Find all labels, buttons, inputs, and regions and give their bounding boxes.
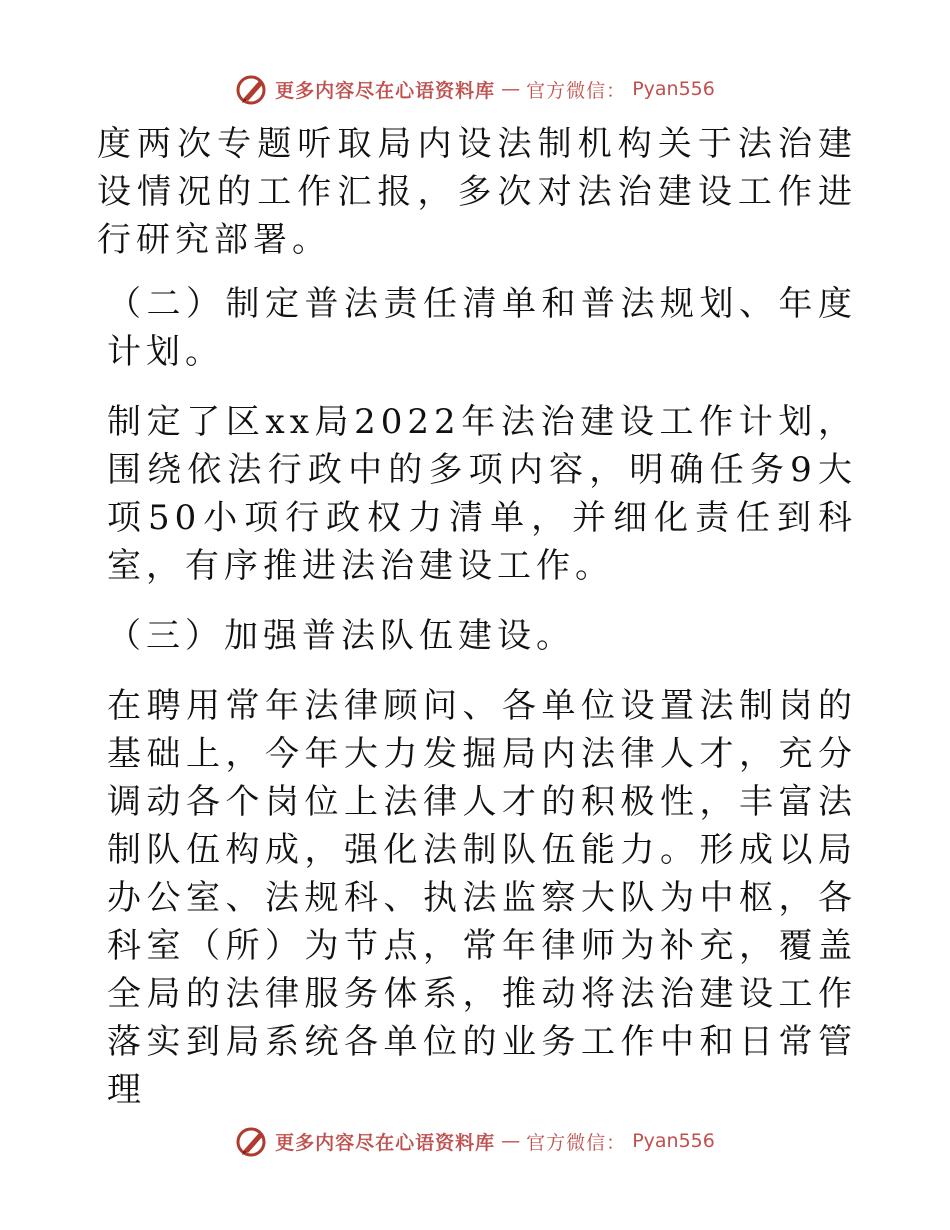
- header-banner: [0, 72, 950, 106]
- banner-wechat-id: Pyan556: [632, 1130, 715, 1152]
- banner-brand: 更多内容尽在心语资料库: [275, 79, 496, 102]
- banner-wechat-label: 官方微信：: [526, 79, 627, 102]
- document-body: [97, 120, 857, 1114]
- paragraph-3: 在聘用常年法律顾问、各单位设置法制岗的基础上，今年大力发掘局内法律人才，充分调动各个岗位上法律人才的积极性，丰富法制队伍构成，强化法制队伍能力。形成以局办公室、法规科、执法监察大队为中枢，各科室（所）为节点，常年律师为补充，覆盖全局的法律服务体系，推动将法治建设工作落实到局系统各单位的业务工作中和日常管理: [107, 686, 857, 1110]
- banner-separator: —: [501, 78, 521, 100]
- banner-wechat-label: 官方微信：: [526, 1131, 627, 1154]
- footer-banner: [0, 1124, 950, 1158]
- pen-logo-icon: [235, 1124, 269, 1158]
- paragraph-2: 制定了区xx局2022年法治建设工作计划，围绕依法行政中的多项内容，明确任务9大项50小项行政权力清单，并细化责任到科室，有序推进法治建设工作。: [107, 402, 857, 586]
- heading-2: （二）制定普法责任清单和普法规划、年度计划。: [107, 284, 857, 372]
- heading-3: （三）加强普法队伍建设。: [107, 616, 575, 656]
- paragraph-1: 度两次专题听取局内设法制机构关于法治建设情况的工作汇报，多次对法治建设工作进行研究部署。: [97, 124, 857, 260]
- banner-separator: —: [501, 1130, 521, 1152]
- pen-logo-icon: [235, 72, 269, 106]
- banner-brand: 更多内容尽在心语资料库: [275, 1131, 496, 1154]
- banner-wechat-id: Pyan556: [632, 78, 715, 100]
